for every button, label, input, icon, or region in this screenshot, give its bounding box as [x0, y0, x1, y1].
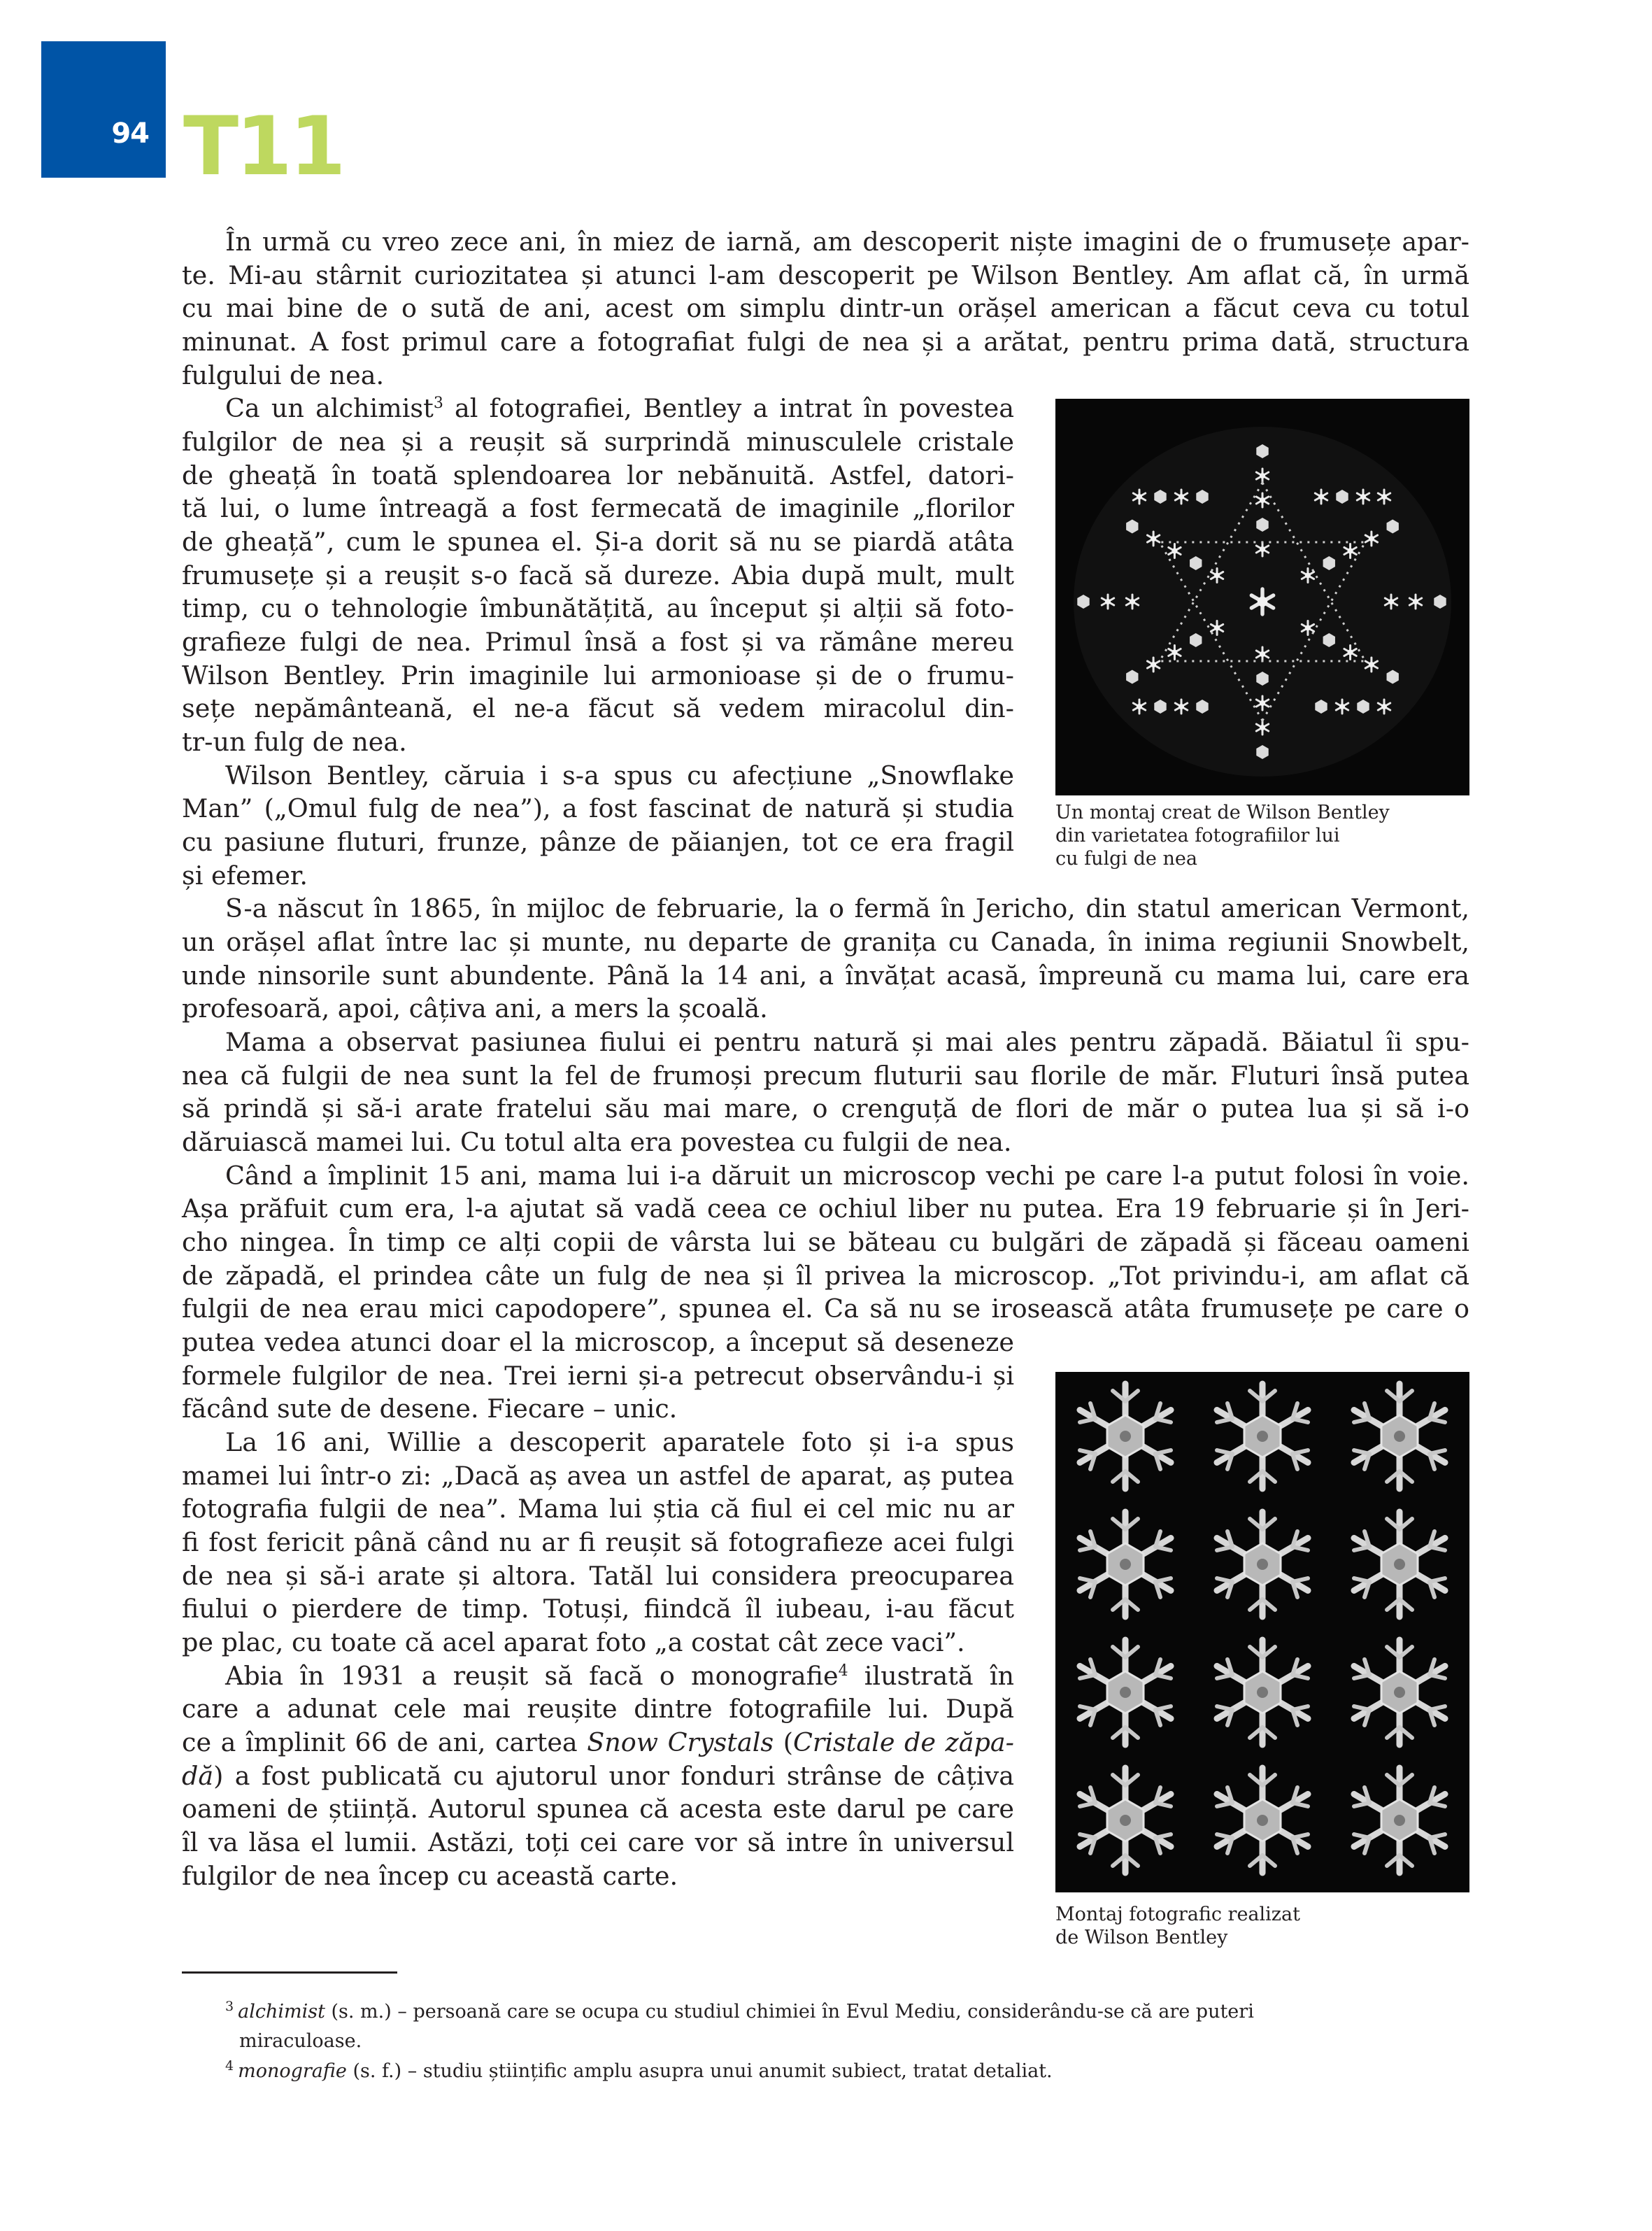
- text-line: putea vedea atunci doar el la microscop, a început să deseneze: [182, 1327, 1014, 1357]
- text-line: oameni de știință. Autorul spunea că acesta este darul pe care: [182, 1794, 1014, 1824]
- footnote-3: $^3$ alchimist (s. m.) – persoană care se ocupa cu studiul chimiei în Evul Mediu, considerându-se că are puteri: [225, 1999, 1254, 2023]
- text-line: făcând sute de desene. Fiecare – unic.: [182, 1394, 678, 1424]
- footnote-4: $^4$ monografie (s. f.) – studiu științific amplu asupra unui anumit subiect, tratat detaliat.: [225, 2058, 1053, 2082]
- text-line: tă lui, o lume întreagă a fost fermecată de imaginile „florilor: [182, 493, 1014, 523]
- snowflake-icon: [1055, 1372, 1469, 1892]
- text-line: Când a împlinit 15 ani, mama lui i-a dăruit un microscop vechi pe care l-a putut folosi în voie.: [225, 1161, 1469, 1191]
- page-number-block: [41, 41, 166, 178]
- text-line: te. Mi-au stârnit curiozitatea și atunci l-am descoperit pe Wilson Bentley. Am aflat că, în urmă: [182, 260, 1469, 290]
- text-line: tr-un fulg de nea.: [182, 727, 407, 757]
- text-line: fi fost fericit până când nu ar fi reușit să fotografieze acei fulgi: [182, 1527, 1014, 1557]
- text-line: unde ninsorile sunt abundente. Până la 14 ani, a învățat acasă, împreună cu mama lui, care era: [182, 961, 1469, 991]
- page-number: 94: [111, 118, 149, 150]
- footnote-term: alchimist: [238, 2001, 325, 2023]
- snowflake-grid-montage-image: [1055, 1372, 1469, 1892]
- text-line: Ca un alchimist$^3$ al fotografiei, Bentley a intrat în povestea: [225, 393, 1015, 423]
- text-line: frumusețe și a reușit s-o facă să dureze. Abia după mult, mult: [182, 560, 1014, 590]
- text-line: mamei lui într-o zi: „Dacă aș avea un astfel de aparat, aș putea: [182, 1461, 1014, 1491]
- text-line: ce a împlinit 66 de ani, cartea Snow Crystals (Cristale de zăpa-: [182, 1727, 1014, 1757]
- text-line: minunat. A fost primul care a fotografiat fulgi de nea și a arătat, pentru prima dată, structura: [182, 327, 1469, 357]
- text-line: formele fulgilor de nea. Trei ierni și-a petrecut observându-i și: [182, 1361, 1014, 1391]
- text-line: grafieze fulgi de nea. Primul însă a fost și va rămâne mereu: [182, 627, 1014, 657]
- text-line: dăruiască mamei lui. Cu totul alta era povestea cu fulgii de nea.: [182, 1127, 1012, 1157]
- text-line: fotografia fulgii de nea”. Mama lui știa că fiul ei cel mic nu ar: [182, 1494, 1014, 1524]
- text-line: sețe nepământeană, el ne-a făcut să vedem miracolul din-: [182, 693, 1014, 723]
- snowflake-star-montage-image: [1055, 399, 1469, 795]
- text-line: îl va lăsa el lumii. Astăzi, toți cei care vor să intre în universul: [182, 1827, 1014, 1857]
- text-line: Man” („Omul fulg de nea”), a fost fascinat de natură și studia: [182, 793, 1014, 823]
- footnote-3-continued: miraculoase.: [239, 2030, 362, 2052]
- text-line: cu mai bine de o sută de ani, acest om simplu dintr-un orășel american a făcut ceva cu totul: [182, 293, 1469, 323]
- footnote-ref-4[interactable]: 4: [838, 1662, 848, 1680]
- text-line: fulgilor de nea încep cu această carte.: [182, 1861, 678, 1891]
- text-line: Mama a observat pasiunea fiului ei pentru natură și mai ales pentru zăpadă. Băiatul îi spu-: [225, 1027, 1469, 1057]
- footnote-divider: [182, 1971, 397, 1974]
- text-line: La 16 ani, Willie a descoperit aparatele foto și i-a spus: [225, 1427, 1014, 1457]
- text-line: Wilson Bentley. Prin imaginile lui armonioase și de o frumu-: [182, 660, 1014, 690]
- text-line: dă) a fost publicată cu ajutorul unor fonduri strânse de câțiva: [182, 1761, 1014, 1791]
- text-line: să prindă și să-i arate fratelui său mai mare, o crenguță de flori de măr o putea lua și să i-o: [182, 1093, 1469, 1124]
- footnote-ref-3[interactable]: 3: [433, 395, 443, 412]
- text-line: profesoară, apoi, câțiva ani, a mers la școală.: [182, 993, 768, 1024]
- text-line: care a adunat cele mai reușite dintre fotografiile lui. După: [182, 1694, 1014, 1724]
- snowflake-icon: [1055, 399, 1469, 795]
- text-line: un orășel aflat între lac și munte, nu departe de granița cu Canada, în inima regiunii Snowbelt,: [182, 927, 1469, 957]
- text-line: Așa prăfuit cum era, l-a ajutat să vadă ceea ce ochiul liber nu putea. Era 19 februarie și în Jeri-: [182, 1194, 1469, 1224]
- text-line: fulgului de nea.: [182, 360, 385, 390]
- figure-1-caption: Un montaj creat de Wilson Bentley din varietatea fotografiilor lui cu fulgi de nea: [1055, 802, 1390, 870]
- text-line: Wilson Bentley, căruia i s-a spus cu afecțiune „Snowflake: [225, 760, 1014, 791]
- text-line: de zăpadă, el prindea câte un fulg de nea și îl privea la microscop. „Tot privindu-i, am aflat că: [182, 1261, 1469, 1291]
- text-line: fiului o pierdere de timp. Totuși, fiindcă îl iubeau, i-au făcut: [182, 1594, 1014, 1624]
- text-line: timp, cu o tehnologie îmbunătățită, au început și alții să foto-: [182, 593, 1014, 623]
- book-title: Snow Crystals: [587, 1727, 774, 1757]
- text-line: S-a născut în 1865, în mijloc de februarie, la o fermă în Jericho, din statul american Vermont,: [225, 893, 1469, 923]
- text-line: nea că fulgii de nea sunt la fel de frumoși precum fluturii sau florile de măr. Fluturi însă putea: [182, 1061, 1469, 1091]
- text-line: de gheață în toată splendoarea lor nebănuită. Astfel, datori-: [182, 460, 1014, 490]
- footnote-term: monografie: [238, 2060, 347, 2082]
- unit-title: T11: [183, 99, 343, 194]
- text-line: de gheață”, cum le spunea el. Și-a dorit să nu se piardă atâta: [182, 527, 1014, 557]
- text-line: În urmă cu vreo zece ani, în miez de iarnă, am descoperit niște imagini de o frumusețe apar-: [225, 227, 1469, 257]
- text-line: cu pasiune fluturi, frunze, pânze de păianjen, tot ce era fragil: [182, 827, 1014, 857]
- book-title-translation: Cristale de zăpa-: [792, 1727, 1014, 1757]
- text-line: de nea și să-i arate și altora. Tatăl lui considera preocuparea: [182, 1561, 1014, 1591]
- figure-2-caption: Montaj fotografic realizat de Wilson Bentley: [1055, 1904, 1300, 1948]
- text-line: fulgii de nea erau mici capodopere”, spunea el. Ca să nu se irosească atâta frumusețe pe care o: [182, 1294, 1469, 1324]
- text-line: și efemer.: [182, 860, 308, 891]
- text-line: fulgilor de nea și a reușit să surprindă minusculele cristale: [182, 427, 1014, 457]
- text-line: pe plac, cu toate că acel aparat foto „a costat cât zece vaci”.: [182, 1627, 965, 1657]
- text-line: Abia în 1931 a reușit să facă o monografie$^4$ ilustrată în: [225, 1661, 1014, 1691]
- text-line: cho ningea. În timp ce alți copii de vârsta lui se băteau cu bulgări de zăpadă și făceau oameni: [182, 1227, 1469, 1257]
